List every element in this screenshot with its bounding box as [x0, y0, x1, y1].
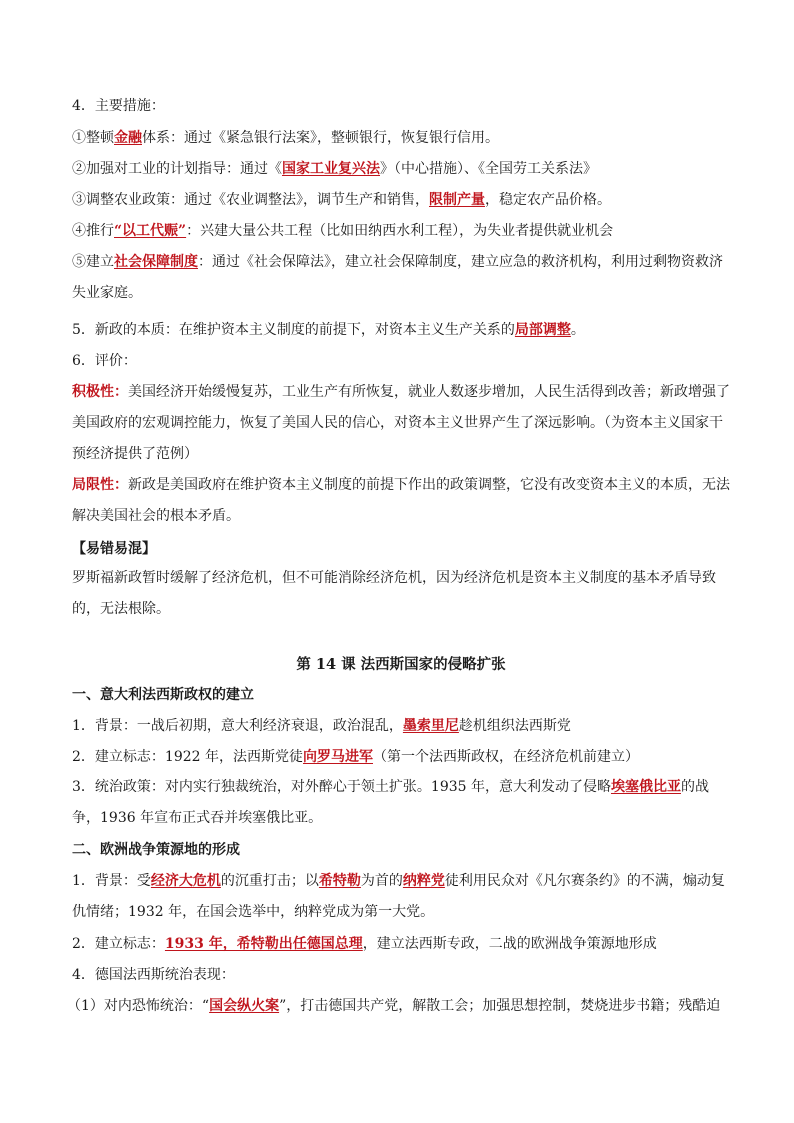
italy-establishment: 2．建立标志：1922 年，法西斯党徒向罗马进军（第一个法西斯政权，在经济危机前建立） [72, 749, 639, 765]
italy-background: 1．背景：一战后初期，意大利经济衰退，政治混乱，墨索里尼趁机组织法西斯党 [72, 718, 571, 734]
germany-rule-heading: 4．德国法西斯统治表现： [72, 967, 235, 983]
germany-establishment: 2．建立标志：1933 年，希特勒出任德国总理，建立法西斯专政，二战的欧洲战争策源地形成 [72, 936, 657, 952]
measures-heading: 4．主要措施： [72, 98, 165, 114]
measure-finance: ①整顿金融体系：通过《紧急银行法案》，整顿银行，恢复银行信用。 [72, 130, 499, 146]
measure-industry: ②加强对工业的计划指导：通过《国家工业复兴法》（中心措施）、《全国劳工关系法》 [72, 161, 597, 177]
mistake-heading: 【易错易混】 [72, 541, 156, 557]
measure-relief: ④推行“以工代赈”：兴建大量公共工程（比如田纳西水利工程），为失业者提供就业机会 [72, 223, 614, 239]
document-page [67, 96, 730, 1016]
evaluation-heading: 6．评价： [72, 353, 137, 369]
lesson-title: 第 14 课 法西斯国家的侵略扩张 [296, 656, 506, 673]
evaluation-positive: 积极性：美国经济开始缓慢复苏，工业生产有所恢复，就业人数逐步增加，人民生活得到改善；新政增强了美国政府的宏观调控能力，恢复了美国人民的信心，对资本主义世界产生了深远影响。（为资本主义国家干预经济提供了范例） [72, 384, 730, 462]
germany-background: 1．背景：受经济大危机的沉重打击；以希特勒为首的纳粹党徒利用民众对《凡尔赛条约》的不满，煽动复仇情绪；1932 年，在国会选举中，纳粹党成为第一大党。 [72, 873, 725, 920]
italy-heading: 一、意大利法西斯政权的建立 [72, 687, 254, 703]
mistake-text: 罗斯福新政暂时缓解了经济危机，但不可能消除经济危机，因为经济危机是资本主义制度的基本矛盾导致的，无法根除。 [72, 570, 716, 617]
measure-social-security: ⑤建立社会保障制度：通过《社会保障法》，建立社会保障制度，建立应急的救济机构，利用过剩物资救济失业家庭。 [72, 254, 723, 301]
germany-terror-rule: （1）对内恐怖统治：“国会纵火案”，打击德国共产党，解散工会；加强思想控制，焚烧进步书籍；残酷迫 [67, 998, 721, 1014]
italy-policy: 3．统治政策：对内实行独裁统治，对外醉心于领土扩张。1935 年，意大利发动了侵略埃塞俄比亚的战争，1936 年宣布正式吞并埃塞俄比亚。 [72, 779, 709, 826]
measure-agriculture: ③调整农业政策：通过《农业调整法》，调节生产和销售，限制产量，稳定农产品价格。 [72, 192, 611, 208]
germany-heading: 二、欧洲战争策源地的形成 [72, 842, 240, 858]
evaluation-limitation: 局限性：新政是美国政府在维护资本主义制度的前提下作出的政策调整，它没有改变资本主义的本质，无法解决美国社会的根本矛盾。 [72, 477, 730, 524]
nature-paragraph: 5．新政的本质：在维护资本主义制度的前提下，对资本主义生产关系的局部调整。 [72, 322, 585, 338]
